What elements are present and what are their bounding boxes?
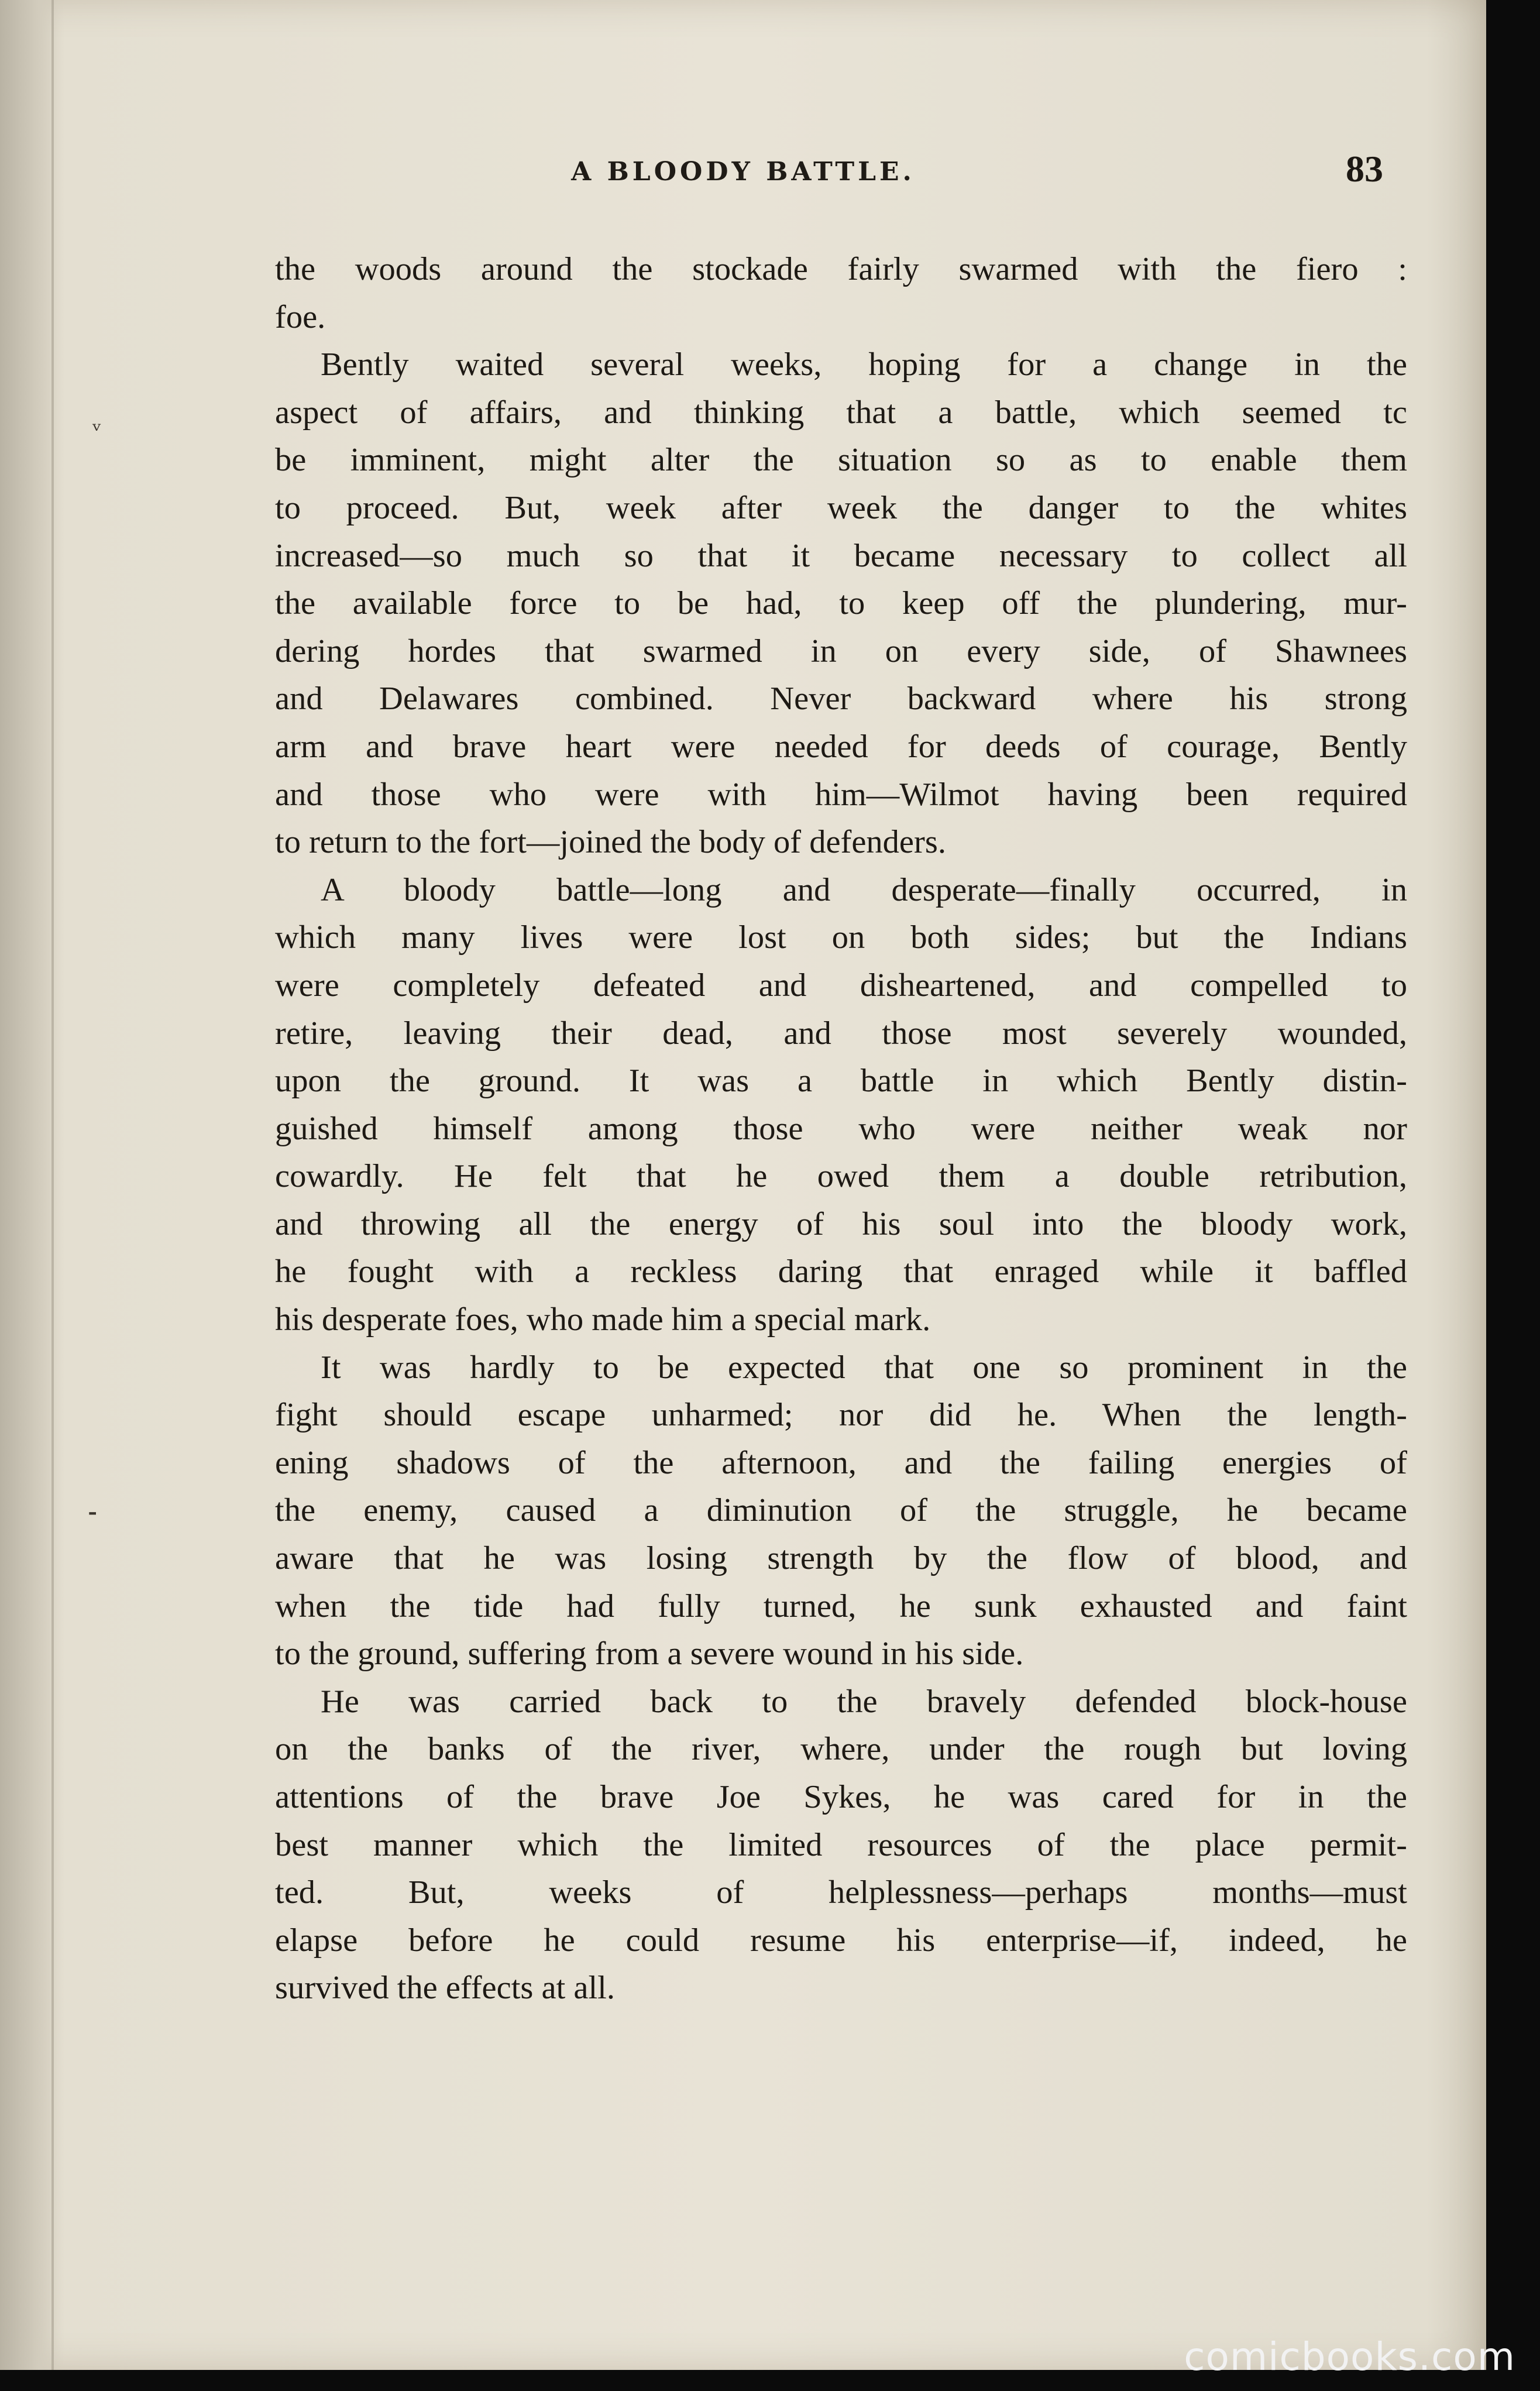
text-line: A bloody battle—long and desperate—finally occurred, in: [321, 871, 1407, 908]
text-line: the available force to be had, to keep off the plundering, mur-: [275, 585, 1407, 622]
text-line: foe.: [275, 298, 326, 335]
margin-mark: ᵥ: [92, 410, 101, 437]
text-line: which many lives were lost on both sides; but the Indians: [275, 919, 1407, 956]
text-line: attentions of the brave Joe Sykes, he was cared for in the: [275, 1779, 1407, 1815]
text-line: retire, leaving their dead, and those most severely wounded,: [275, 1015, 1407, 1052]
text-line: He was carried back to the bravely defended block-house: [321, 1683, 1407, 1720]
text-line: increased—so much so that it became necessary to collect all: [275, 537, 1407, 574]
text-line: his desperate foes, who made him a special mark.: [275, 1301, 931, 1338]
text-line: when the tide had fully turned, he sunk exhausted and faint: [275, 1588, 1407, 1624]
text-line: dering hordes that swarmed in on every side, of Shawnees: [275, 633, 1407, 669]
text-line: to the ground, suffering from a severe wound in his side.: [275, 1636, 1024, 1672]
page-gutter-shadow: [0, 0, 64, 2370]
running-title: A BLOODY BATTLE.: [571, 157, 915, 187]
text-line: aspect of affairs, and thinking that a battle, which seemed tc: [275, 394, 1407, 431]
text-line: on the banks of the river, where, under the rough but loving: [275, 1731, 1407, 1768]
text-line: elapse before he could resume his enterprise—if, indeed, he: [275, 1922, 1407, 1959]
text-line: It was hardly to be expected that one so prominent in the: [321, 1349, 1407, 1386]
text-line: ted. But, weeks of helplessness—perhaps months—must: [275, 1874, 1407, 1911]
body-text: [275, 246, 1407, 2012]
text-line: aware that he was losing strength by the flow of blood, and: [275, 1540, 1407, 1577]
text-line: Bently waited several weeks, hoping for a change in the: [321, 346, 1407, 383]
text-line: to proceed. But, week after week the danger to the whites: [275, 489, 1407, 526]
text-line: upon the ground. It was a battle in which Bently distin-: [275, 1063, 1407, 1100]
text-line: and those who were with him—Wilmot having been required: [275, 776, 1407, 813]
page-number: 83: [1346, 148, 1383, 190]
text-line: and Delawares combined. Never backward where his strong: [275, 681, 1407, 717]
text-line: and throwing all the energy of his soul into the bloody work,: [275, 1205, 1407, 1242]
text-line: were completely defeated and disheartened, and compelled to: [275, 967, 1407, 1004]
text-line: best manner which the limited resources of the place permit-: [275, 1826, 1407, 1863]
text-line: he fought with a reckless daring that enraged while it baffled: [275, 1253, 1407, 1290]
text-line: to return to the fort—joined the body of defenders.: [275, 824, 946, 861]
margin-mark: ⁃: [87, 1501, 98, 1528]
text-line: the enemy, caused a diminution of the struggle, he became: [275, 1492, 1407, 1529]
text-line: ening shadows of the afternoon, and the failing energies of: [275, 1444, 1407, 1481]
text-line: arm and brave heart were needed for deeds of courage, Bently: [275, 728, 1407, 765]
text-line: survived the effects at all.: [275, 1970, 616, 2007]
page-fold-line: [51, 0, 54, 2370]
text-line: the woods around the stockade fairly swarmed with the fiero :: [275, 251, 1407, 287]
text-line: be imminent, might alter the situation so as to enable them: [275, 442, 1407, 479]
watermark-text: comicbooks.com: [1184, 2334, 1515, 2379]
text-line: cowardly. He felt that he owed them a double retribution,: [275, 1158, 1407, 1195]
text-line: fight should escape unharmed; nor did he. When the length-: [275, 1397, 1407, 1434]
text-line: guished himself among those who were neither weak nor: [275, 1110, 1407, 1147]
